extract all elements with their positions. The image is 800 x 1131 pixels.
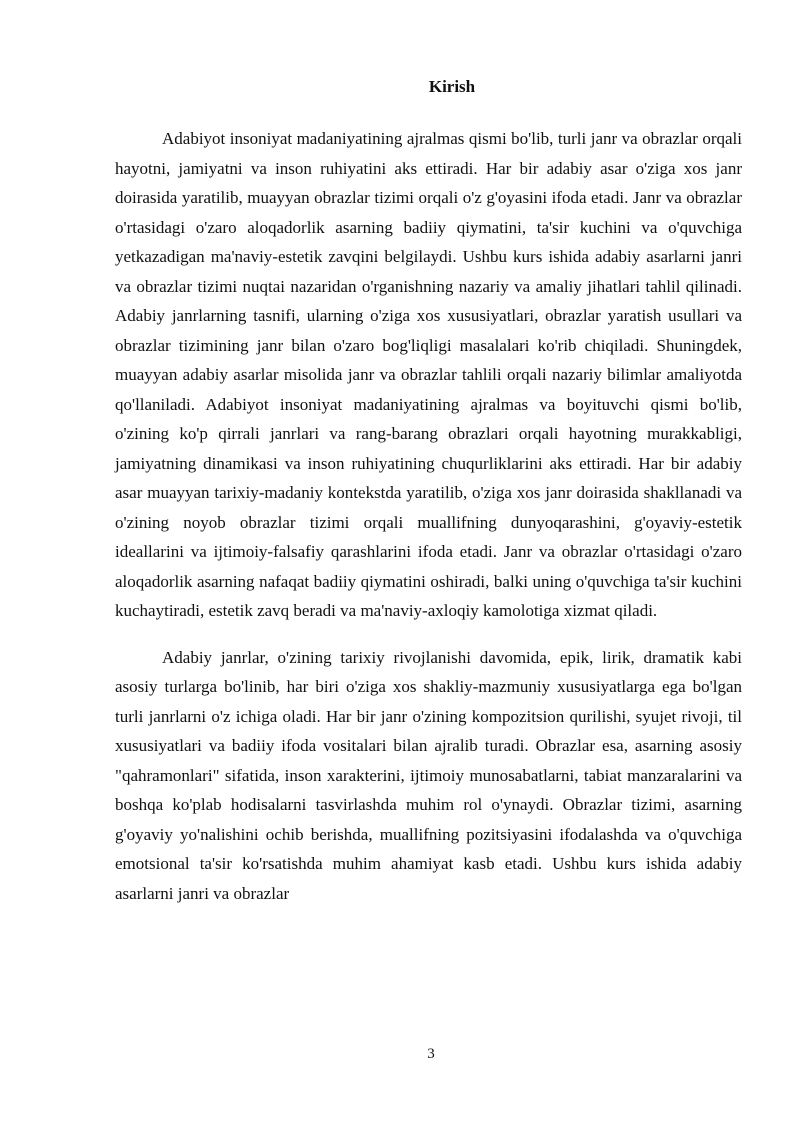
section-title: Kirish — [428, 77, 476, 96]
paragraph-2: Adabiy janrlar, o'zining tarixiy rivojlanishi davomida, epik, lirik, dramatik kabi asosiy turlarga bo'linib, har biri o'ziga xos shakliy-mazmuniy xususiyatlarga ega bo'lgan turli janrlarni o'z ichiga oladi. Har bir janr o'zining kompozitsion qurilishi, syujet rivoji, til xususiyatlari va badiiy ifoda vositalari bilan ajralib turadi. Obrazlar esa, asarning asosiy "qahramonlari" sifatida, inson xarakterini, ijtimoiy munosabatlarni, tabiat manzaralarini va boshqa ko'plab hodisalarni tasvirlashda muhim rol o'ynaydi. Obrazlar tizimi, asarning g'oyaviy yo'nalishini ochib berishda, muallifning pozitsiyasini ifodalashda va o'quvchiga emotsional ta'sir ko'rsatishda muhim ahamiyat kasb etadi. Ushbu kurs ishida adabiy asarlarni janri va obrazlar — [115, 647, 742, 903]
document-body — [115, 124, 742, 908]
page-number: 3 — [427, 1046, 435, 1062]
paragraph-1: Adabiyot insoniyat madaniyatining ajralmas qismi bo'lib, turli janr va obrazlar orqali hayotni, jamiyatni va inson ruhiyatini aks ettiradi. Har bir adabiy asar o'ziga xos janr doirasida yaratilib, muayyan obrazlar tizimi orqali o'z g'oyasini ifoda etadi. Janr va obrazlar o'rtasidagi o'zaro aloqadorlik asarning badiiy qiymatini, ta'sir kuchini va o'quvchiga yetkazadigan ma'naviy-estetik zavqini belgilaydi. Ushbu kurs ishida adabiy asarlarni janri va obrazlar tizimi nuqtai nazaridan o'rganishning nazariy va amaliy jihatlari tahlil qilinadi. Adabiy janrlarning tasnifi, ularning o'ziga xos xususiyatlari, obrazlar yaratish usullari va obrazlar tizimining janr bilan o'zaro bog'liqligi masalalari ko'rib chiqiladi. Shuningdek, muayyan adabiy asarlar misolida janr va obrazlar tahlili orqali nazariy bilimlar amaliyotda qo'llaniladi. Adabiyot insoniyat madaniyatining ajralmas va boyituvchi qismi bo'lib, o'zining ko'p qirrali janrlari va rang-barang obrazlari orqali hayotning murakkabligi, jamiyatning dinamikasi va inson ruhiyatining chuqurliklarini aks ettiradi. Har bir adabiy asar muayyan tarixiy-madaniy kontekstda yaratilib, o'ziga xos janr doirasida shakllanadi va o'zining noyob obrazlar tizimi orqali muallifning dunyoqarashini, g'oyaviy-estetik ideallarini va ijtimoiy-falsafiy qarashlarini ifoda etadi. Janr va obrazlar o'rtasidagi o'zaro aloqadorlik asarning nafaqat badiiy qiymatini oshiradi, balki uning o'quvchiga ta'sir kuchini kuchaytiradi, estetik zavq beradi va ma'naviy-axloqiy kamolotiga xizmat qiladi. — [115, 129, 742, 620]
